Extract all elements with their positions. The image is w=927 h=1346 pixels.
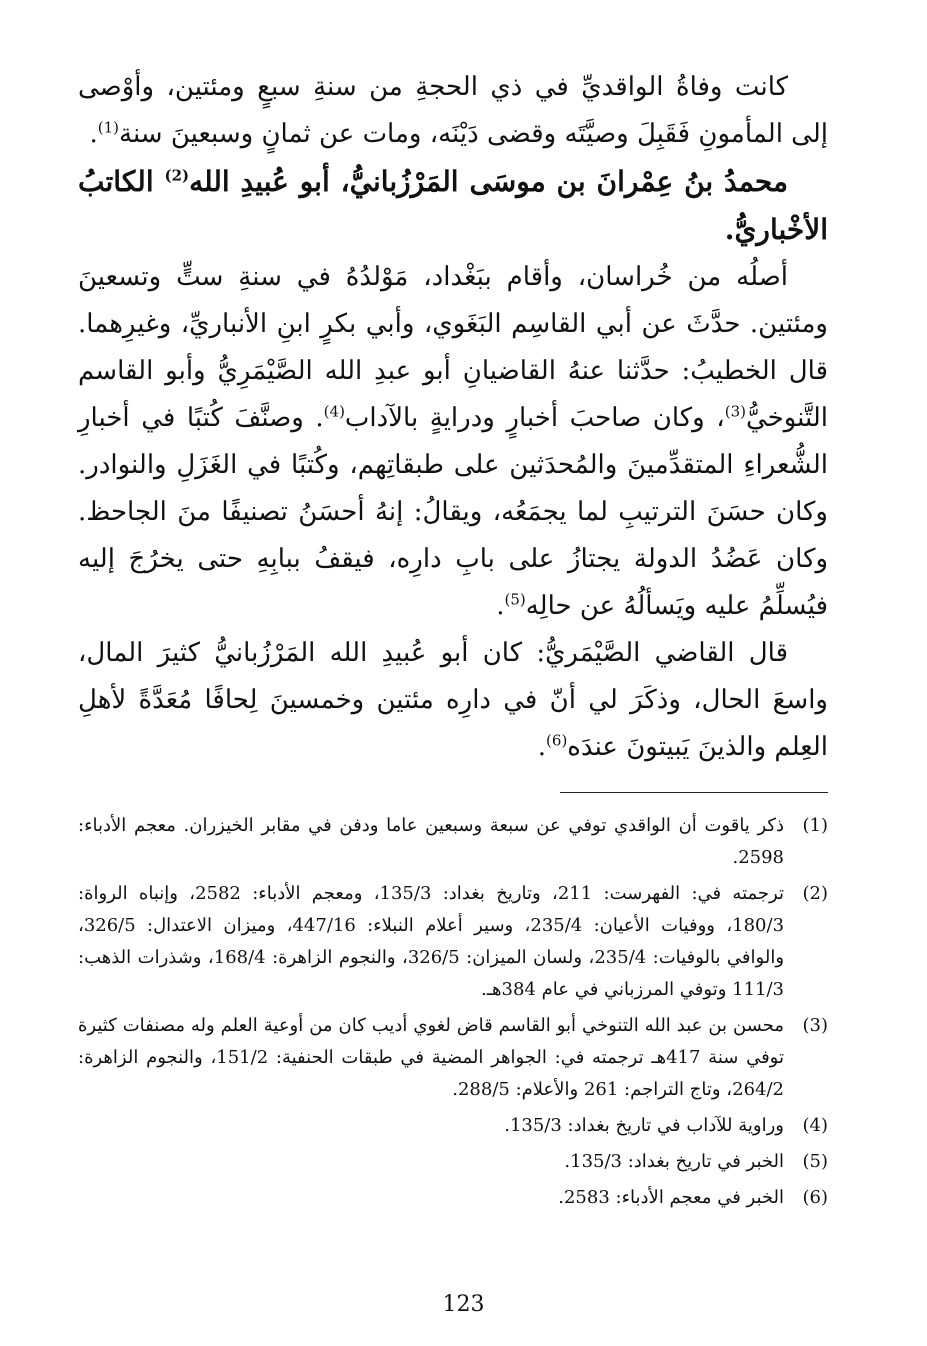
footnotes (78, 810, 828, 1218)
footnote-ref-6[interactable]: (6) (546, 731, 568, 750)
footnote-number: (5) (802, 1151, 828, 1172)
footnote-text: الخبر في معجم الأدباء: 2583. (558, 1187, 784, 1208)
footnote-3 (78, 1010, 828, 1106)
paragraph-waqidi-death: كانت وفاةُ الواقديِّ في ذي الحجةِ من سنةِ سبعٍ ومئتين، وأوْصى إلى المأمونِ فَقَبِلَ وصيَّتَه وقضى دَيْنَه، ومات عن ثمانٍ وسبعينَ سنة$^{(1)}$. (78, 72, 828, 149)
footnote-text: ترجمته في: الفهرست: 211، وتاريخ بغداد: 135/3، ومعجم الأدباء: 2582، وإنباه الرواة: 180/3، ووفيات الأعيان: 235/4، وسير أعلام النبلاء: 447/16، وميزان الاعتدال: 326/5، والوافي بالوفيات: 235/4، ولسان الميزان: 326/5، والنجوم الزاهرة: 168/4، وشذرات الذهب: 111/3 وتوفي المرزباني في عام 384هـ. (78, 883, 785, 1000)
paragraph-saymari: قال القاضي الصَّيْمَريُّ: كان أبو عُبيدِ الله المَرْزُبانيُّ كثيرَ المال، واسعَ الحال، وذكَرَ لي أنّ في دارِه مئتين وخمسينَ لِحافًا مُعَدَّةً لأهلِ العِلم والذينَ يَبيتونَ عندَه$^{(6)}$. (78, 638, 828, 762)
footnote-number: (1) (802, 815, 828, 836)
footnote-6 (78, 1182, 828, 1214)
footnote-ref-2[interactable]: (2) (164, 166, 190, 185)
footnote-text: ذكر ياقوت أن الواقدي توفي عن سبعة وسبعين عاما ودفن في مقابر الخيزران. معجم الأدباء: 2598. (78, 815, 784, 868)
footnote-2 (78, 878, 828, 1006)
footnote-ref-3[interactable]: (3) (724, 402, 746, 421)
footnote-ref-1[interactable]: (1) (97, 118, 119, 137)
footnote-number: (3) (802, 1015, 828, 1036)
paragraph-origin: أصلُه من خُراسان، وأقام ببَغْداد، مَوْلدُهُ في سنةِ ستٍّ وتسعينَ ومئتين. حدَّثَ عن أبي القاسِم البَغَوي، وأبي بكرٍ ابنِ الأنباريِّ، وغيرِهما. قال الخطيبُ: حدَّثنا عنهُ القاضيانِ أبو عبدِ الله الصَّيْمَرِيُّ وأبو القاسم التَّنوخيُّ$^{(3)}$، وكان صاحبَ أخبارٍ ودرايةٍ بالآداب$^{(4)}$. وصنَّفَ كُتبًا في أخبارِ الشُّعراءِ المتقدِّمينَ والمُحدَثين على طبقاتِهم، وكُتبًا في الغَزَلِ والنوادر. وكان حسَنَ الترتيبِ لما يجمَعُه، ويقالُ: إنهُ أحسَنُ تصنيفًا منَ الجاحظ. وكان عَضُدُ الدولة يجتازُ على بابِ دارِه، فيقفُ ببابِهِ حتى يخرُجَ إليه فيُسلِّمُ عليه ويَسألُهُ عن حالِه$^{(5)}$. (78, 262, 828, 621)
biography-heading: محمدُ بنُ عِمْرانَ بن موسَى المَرْزُبانيُّ، أبو عُبيدِ الله$^{(2)}$ الكاتبُ الأخْباريُّ. (78, 165, 828, 246)
main-text (78, 64, 828, 771)
footnote-ref-5[interactable]: (5) (504, 590, 526, 609)
footnote-1 (78, 810, 828, 874)
footnote-4 (78, 1110, 828, 1142)
footnote-ref-4[interactable]: (4) (323, 402, 345, 421)
footnote-text: الخبر في تاريخ بغداد: 135/3. (564, 1151, 784, 1172)
footnote-text: وراوية للآداب في تاريخ بغداد: 135/3. (504, 1115, 784, 1136)
footnote-number: (2) (802, 883, 828, 904)
footnote-5 (78, 1146, 828, 1178)
footnote-number: (6) (802, 1187, 828, 1208)
footnote-separator (560, 792, 828, 793)
footnote-number: (4) (802, 1115, 828, 1136)
footnote-text: محسن بن عبد الله التنوخي أبو القاسم قاض لغوي أديب كان من أوعية العلم وله مصنفات كثيرة توفي سنة 417هـ ترجمته في: الجواهر المضية في طبقات الحنفية: 151/2، والنجوم الزاهرة: 264/2، وتاج التراجم: 261 والأعلام: 288/5. (78, 1015, 784, 1100)
page-number: 123 (442, 1292, 485, 1317)
